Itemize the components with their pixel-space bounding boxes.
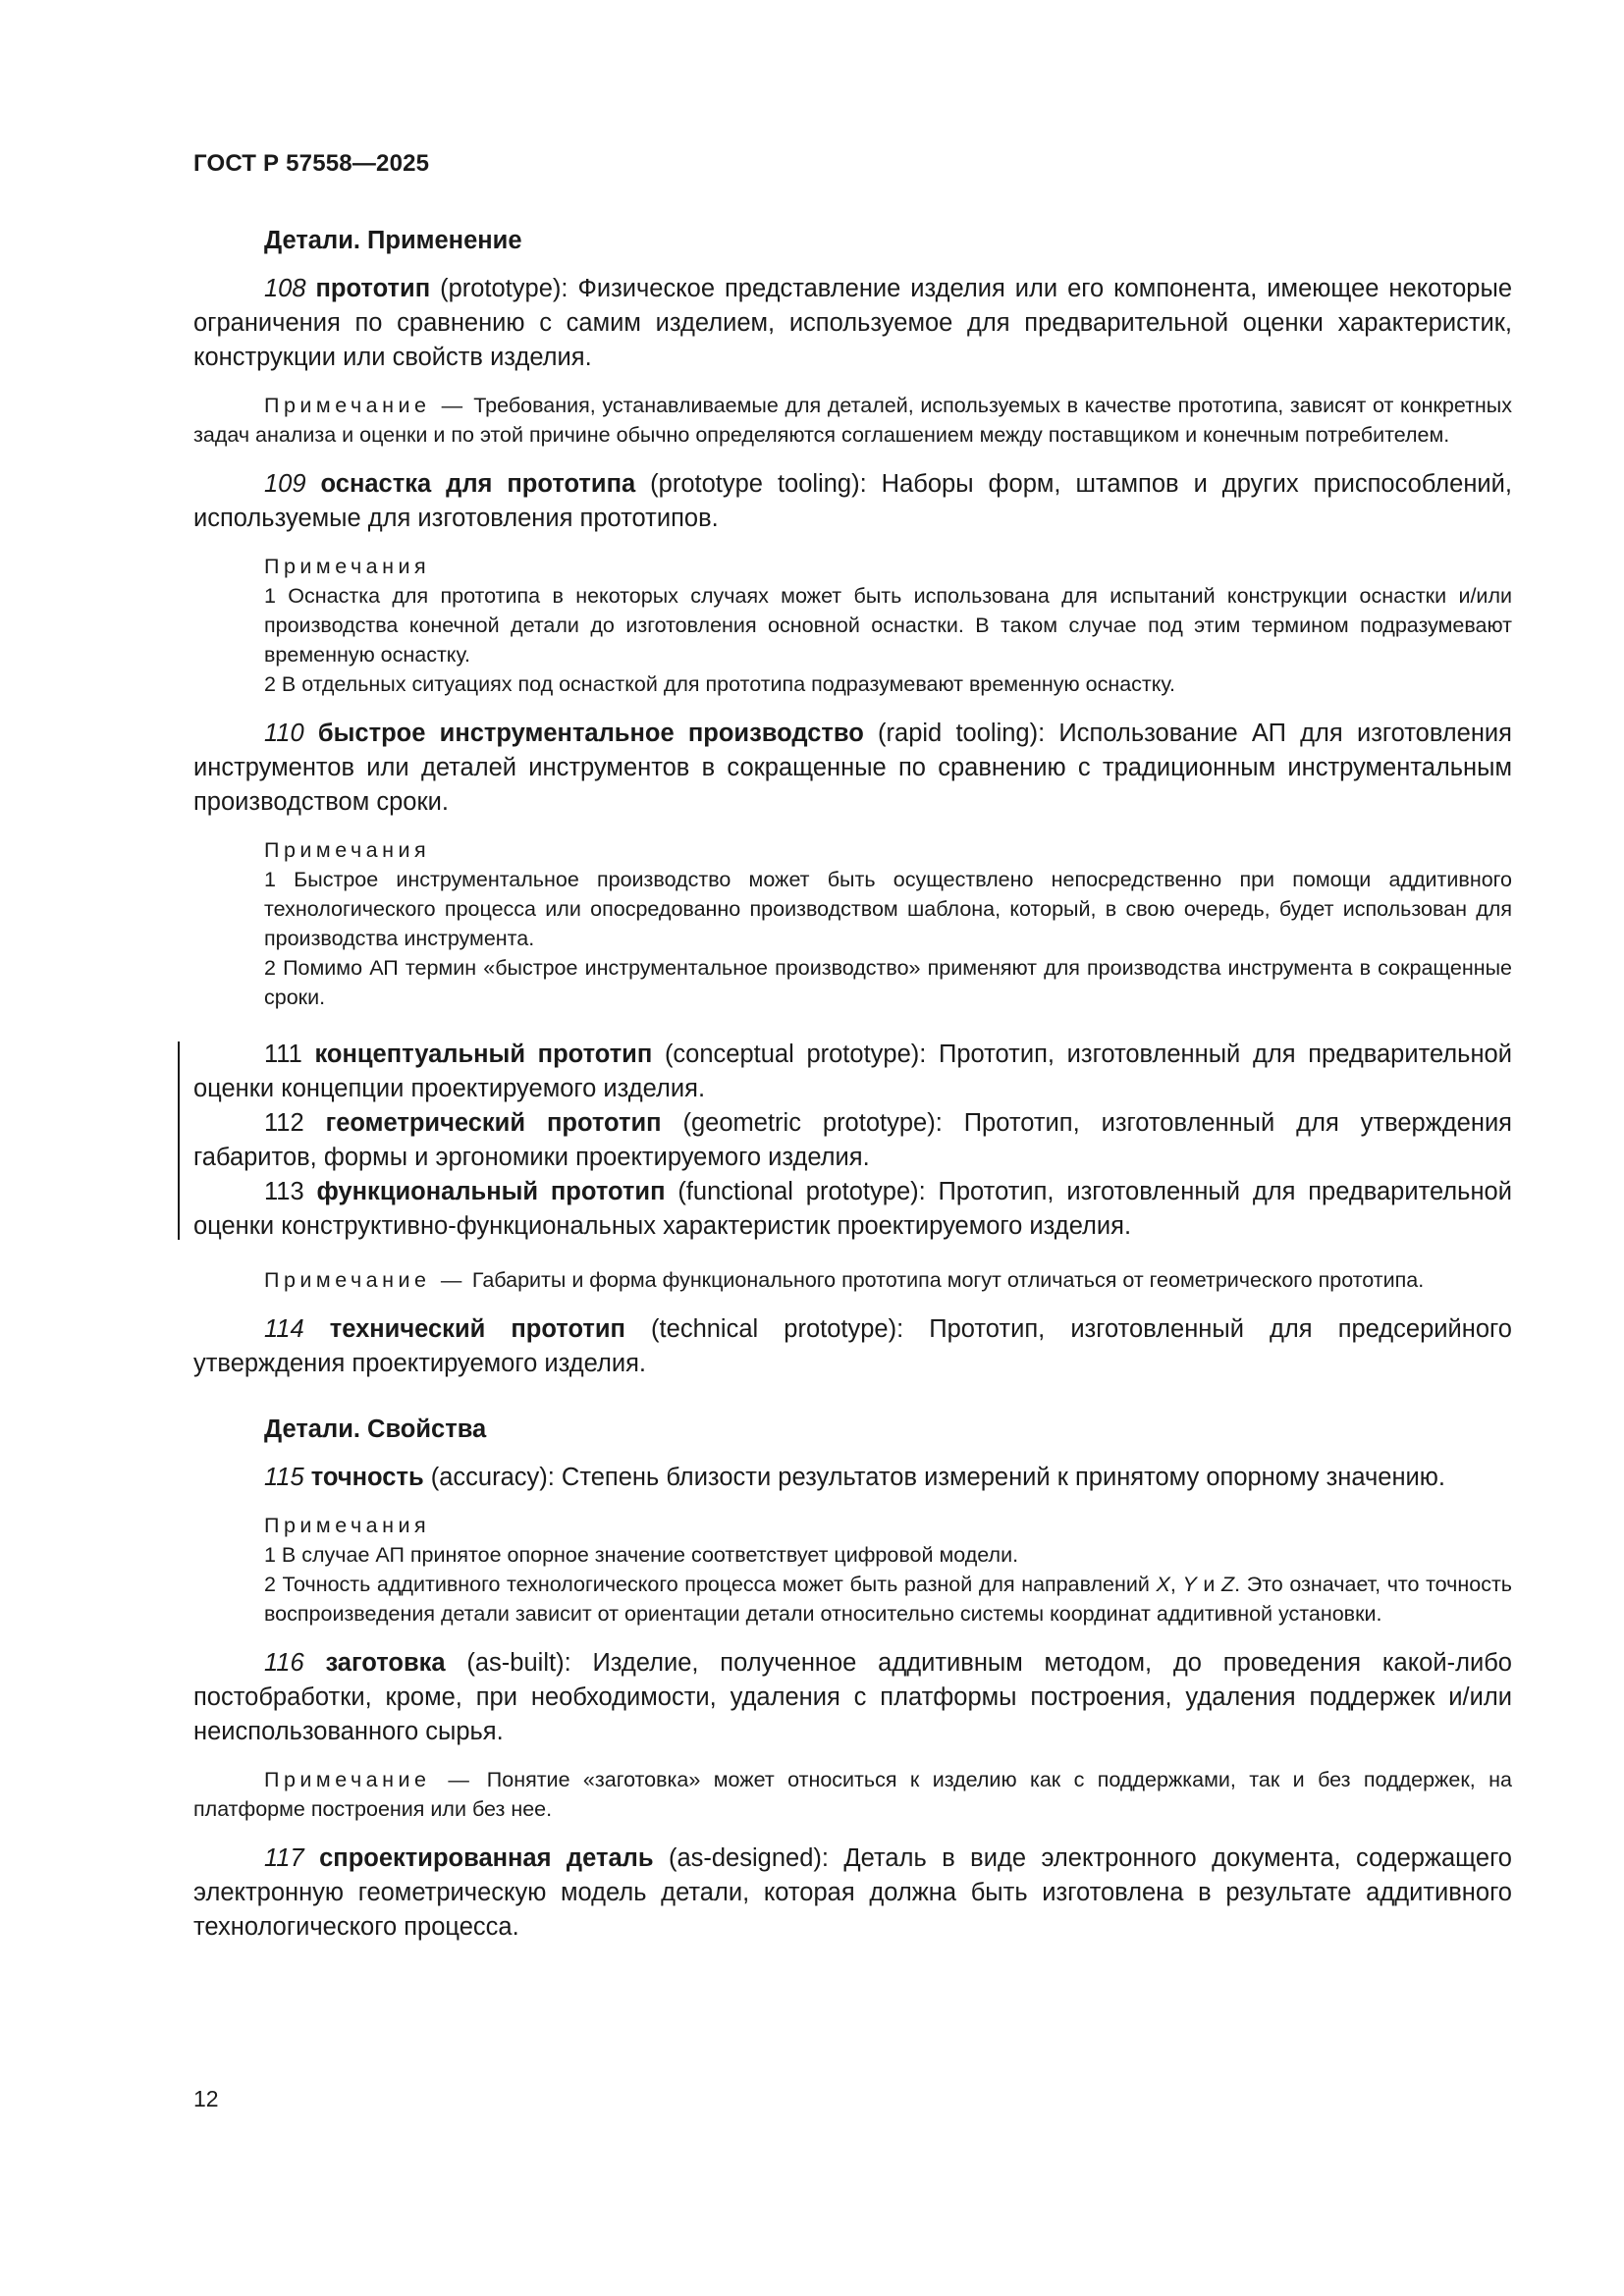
term-number: 114 <box>264 1315 304 1343</box>
note-text: Требования, устанавливаемые для деталей, используемых в качестве прототипа, зависят от конкретных задач анализа и оценки и по этой причине обычно определяются соглашением между поставщиком и конечным потребителем. <box>193 394 1512 447</box>
notes-110 <box>193 835 1512 1012</box>
term-definition: : Физическое представление изделия или его компонента, имеющее некоторые ограничения по сравнению с самим изделием, используемое для предварительной оценки характеристик, конструкции или свойств изделия. <box>193 275 1512 371</box>
term-english: (technical prototype) <box>624 1315 897 1343</box>
term-entry-108 <box>193 272 1512 375</box>
term-definition: : Изделие, полученное аддитивным методом, до проведения какой-либо постобработки, кроме, при необходимости, удаления с платформы построения, удаления поддержек и/или неиспользованного сырья. <box>193 1649 1512 1745</box>
term-english: (functional prototype) <box>665 1178 919 1205</box>
term-entry-110 <box>193 717 1512 820</box>
term-definition: : Прототип, изготовленный для предварительной оценки конструктивно-функциональных характеристик проектируемого изделия. <box>193 1178 1512 1240</box>
note-text: . Это означает, что точность воспроизведения детали зависит от ориентации детали относительно системы координат аддитивной установки. <box>264 1573 1512 1626</box>
note-item-axes <box>264 1570 1512 1629</box>
note-116 <box>193 1765 1512 1824</box>
term-english: (as-built) <box>445 1649 565 1677</box>
term-number: 117 <box>264 1844 304 1872</box>
term-number: 113 <box>264 1178 304 1205</box>
note-label: Примечание — <box>264 1768 474 1791</box>
term-name: прототип <box>315 275 431 302</box>
notes-label: Примечания <box>264 838 431 862</box>
note-text: 2 Точность аддитивного технологического процесса может быть разной для направлений <box>264 1573 1157 1596</box>
term-english: (rapid tooling) <box>863 720 1039 747</box>
term-entry-113 <box>193 1175 1512 1244</box>
page-content <box>193 224 1512 1960</box>
term-definition: : Наборы форм, штампов и других приспособлений, используемые для изготовления прототипов. <box>193 470 1512 532</box>
note-text: и <box>1196 1573 1221 1596</box>
term-name: технический прототип <box>329 1315 625 1343</box>
term-name: спроектированная деталь <box>319 1844 654 1872</box>
term-number: 108 <box>264 275 306 302</box>
term-english: (as-designed) <box>653 1844 822 1872</box>
note-text: Понятие «заготовка» может относиться к изделию как с поддержками, так и без поддержек, на платформе построения или без нее. <box>193 1768 1512 1821</box>
term-number: 115 <box>264 1464 304 1491</box>
term-name: геометрический прототип <box>325 1109 662 1137</box>
document-code-header: ГОСТ Р 57558—2025 <box>193 150 430 177</box>
note-text: Габариты и форма функционального прототипа могут отличаться от геометрического прототипа. <box>471 1268 1425 1292</box>
section-heading-properties: Детали. Свойства <box>264 1415 487 1443</box>
axis-z-label: Z <box>1221 1573 1235 1596</box>
term-english: (prototype tooling) <box>635 470 860 498</box>
term-number: 109 <box>264 470 306 498</box>
term-name: точность <box>310 1464 424 1491</box>
section-heading-application: Детали. Применение <box>264 227 522 254</box>
term-name: функциональный прототип <box>316 1178 666 1205</box>
note-item: 2 В отдельных ситуациях под оснасткой для прототипа подразумевают временную оснастку. <box>264 672 1175 696</box>
term-entry-112 <box>193 1106 1512 1175</box>
axis-y-label: Y <box>1182 1573 1197 1596</box>
term-number: 112 <box>264 1109 304 1137</box>
term-english: (conceptual prototype) <box>652 1041 920 1068</box>
note-label: Примечание — <box>264 1268 466 1292</box>
term-definition: : Прототип, изготовленный для предсерийного утверждения проектируемого изделия. <box>193 1315 1512 1377</box>
term-entry-111 <box>193 1038 1512 1106</box>
term-definition: : Деталь в виде электронного документа, содержащего электронную геометрическую модель детали, которая должна быть изготовлена в результате аддитивного технологического процесса. <box>193 1844 1512 1941</box>
term-entry-116 <box>193 1646 1512 1749</box>
revision-bar <box>178 1041 180 1240</box>
note-108 <box>193 391 1512 450</box>
term-english: (prototype) <box>430 275 562 302</box>
term-name: быстрое инструментальное производство <box>317 720 864 747</box>
notes-label: Примечания <box>264 555 431 578</box>
note-item: 1 Оснастка для прототипа в некоторых случаях может быть использована для испытаний конструкции оснастки и/или производства конечной детали до изготовления основной оснастки. В таком случае под этим термином подразумевают временную оснастку. <box>264 584 1512 667</box>
axis-x-label: X <box>1156 1573 1170 1596</box>
note-item: 1 Быстрое инструментальное производство может быть осуществлено непосредственно при помощи аддитивного технологического процесса или опосредованно производством шаблона, который, в свою очередь, будет использован для производства инструмента. <box>264 868 1512 950</box>
term-name: оснастка для прототипа <box>320 470 636 498</box>
term-definition: : Использование АП для изготовления инструментов или деталей инструментов в сокращенные по сравнению с традиционным инструментальным производством сроки. <box>193 720 1512 816</box>
term-entry-109 <box>193 467 1512 536</box>
note-113 <box>193 1265 1512 1295</box>
revised-terms-group <box>193 1038 1512 1244</box>
term-definition: : Степень близости результатов измерений к принятому опорному значению. <box>547 1464 1446 1491</box>
note-text: , <box>1169 1573 1183 1596</box>
term-name: концептуальный прототип <box>314 1041 653 1068</box>
term-entry-115 <box>193 1461 1512 1495</box>
term-entry-114 <box>193 1312 1512 1381</box>
notes-109 <box>193 552 1512 699</box>
page-number: 12 <box>193 2086 219 2111</box>
note-label: Примечание — <box>264 394 467 417</box>
term-definition: : Прототип, изготовленный для предварительной оценки концепции проектируемого изделия. <box>193 1041 1512 1102</box>
note-item: 1 В случае АП принятое опорное значение соответствует цифровой модели. <box>264 1543 1019 1567</box>
notes-115 <box>193 1511 1512 1629</box>
note-item: 2 Помимо АП термин «быстрое инструментальное производство» применяют для производства инструмента в сокращенные сроки. <box>264 956 1512 1009</box>
term-english: (accuracy) <box>423 1464 548 1491</box>
term-entry-117 <box>193 1842 1512 1945</box>
notes-label: Примечания <box>264 1514 431 1537</box>
term-number: 110 <box>264 720 304 747</box>
term-english: (geometric prototype) <box>661 1109 936 1137</box>
term-name: заготовка <box>325 1649 446 1677</box>
term-definition: : Прототип, изготовленный для утверждения габаритов, формы и эргономики проектируемого изделия. <box>193 1109 1512 1171</box>
term-number: 111 <box>264 1041 302 1068</box>
term-number: 116 <box>264 1649 304 1677</box>
